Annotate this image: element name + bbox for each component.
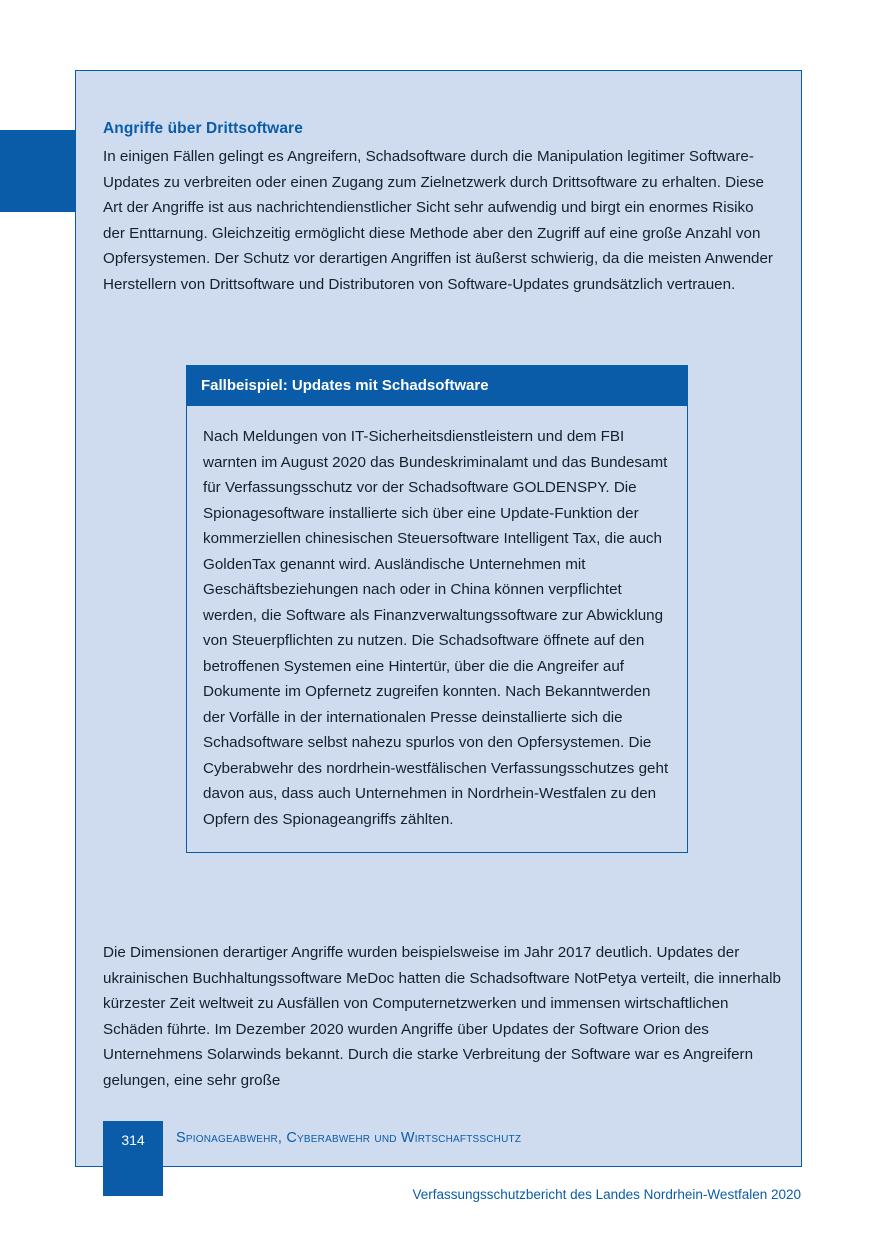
footer-running-title: Spionageabwehr, Cyberabwehr und Wirtschaftsschutz (176, 1130, 522, 1146)
section-heading: Angriffe über Drittsoftware (103, 120, 303, 137)
page-number-block (103, 1121, 163, 1196)
decorative-left-tab (0, 130, 75, 212)
closing-paragraph: Die Dimensionen derartiger Angriffe wurden beispielsweise im Jahr 2017 deutlich. Updates der ukrainischen Buchhaltungssoftware MeDoc hatten die Schadsoftware NotPetya verteilt, die innerhalb kürzester Zeit weltweit zu Ausfällen von Computernetzwerken und immensen wirtschaftlichen Schäden führte. Im Dezember 2020 wurden Angriffe über Updates der Software Orion des Unternehmens Solarwinds bekannt. Durch die starke Verbreitung der Software war es Angreifern gelungen, eine sehr große (103, 944, 781, 1089)
main-content (103, 120, 773, 297)
page-number: 314 (121, 1132, 145, 1148)
footer-report-line: Verfassungsschutzbericht des Landes Nordrhein-Westfalen 2020 (412, 1187, 801, 1202)
case-study-box (186, 365, 688, 853)
case-study-text: Nach Meldungen von IT-Sicherheitsdienstleistern und dem FBI warnten im August 2020 das Bundeskriminalamt und das Bundesamt für Verfassungsschutz vor der Schadsoftware GOLDENSPY. Die Spionagesoftware installierte sich über eine Update-Funktion der kommerziellen chinesischen Steuersoftware Intelligent Tax, die auch GoldenTax genannt wird. Ausländische Unternehmen mit Geschäftsbeziehungen nach oder in China können verpflichtet werden, die Software als Finanzverwaltungssoftware zur Abwicklung von Steuerpflichten zu nutzen. Die Schadsoftware öffnete auf den betroffenen Systemen eine Hintertür, über die die Angreifer auf Dokumente im Opfernetz zugreifen konnten. Nach Bekanntwerden der Vorfälle in der internationalen Presse deinstallierte sich die Schadsoftware selbst nahezu spurlos von den Opfersystemen. Die Cyberabwehr des nordrhein-westfälischen Verfassungsschutzes geht davon aus, dass auch Unternehmen in Nordrhein-Westfalen zu den Opfern des Spionageangriffs zählten. (203, 428, 669, 828)
case-study-title: Fallbeispiel: Updates mit Schadsoftware (187, 366, 687, 406)
section-paragraph: In einigen Fällen gelingt es Angreifern, Schadsoftware durch die Manipulation legitimer Software-Updates zu verbreiten oder einen Zugang zum Zielnetzwerk durch Drittsoftware zu erhalten. Diese Art der Angriffe ist aus nachrichtendienstlicher Sicht sehr aufwendig und birgt ein enormes Risiko der Enttarnung. Gleichzeitig ermöglicht diese Methode aber den Zugriff auf eine große Anzahl von Opfersystemen. Der Schutz vor derartigen Angriffen ist äußerst schwierig, da die meisten Anwender Herstellern von Drittsoftware und Distributoren von Software-Updates grundsätzlich vertrauen. (103, 148, 773, 293)
